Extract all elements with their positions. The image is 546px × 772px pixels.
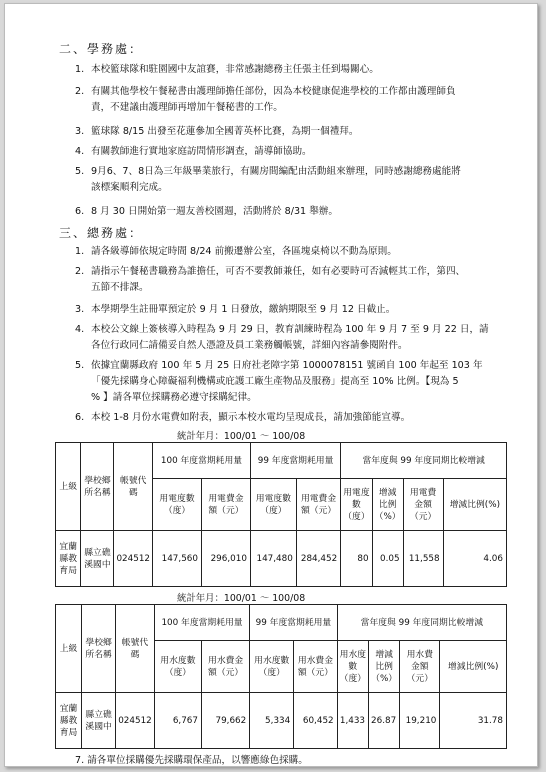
item-number: 3.: [75, 126, 85, 137]
item-text: 9月6、7、8日為三年級畢業旅行，有關房間編配由活動組來辦理，同時感謝總務處能將: [91, 166, 461, 177]
item-number: 6.: [75, 412, 85, 423]
electricity-period-caption: 統計年月：100/01 ～ 100/08: [177, 431, 306, 442]
cell-level: 宜蘭縣教育局: [56, 531, 81, 587]
item-text: 依據宜蘭縣政府 100 年 5 月 25 日府社老障字第 1000078151 號函自 100 年起至 103 年: [91, 360, 483, 371]
cell-value: 31.78: [440, 693, 507, 749]
header-comparison: 當年度與 99 年度同期比較增減: [337, 605, 506, 641]
header-col: 用水度數（度）: [154, 641, 201, 693]
header-col: 用電費金額（元）: [296, 479, 340, 531]
cell-value: 5,334: [250, 693, 294, 749]
cell-school: 縣立礁溪國中: [81, 531, 114, 587]
header-school: 學校鄉所名稱: [82, 605, 116, 693]
item-text: 8 月 30 日開始第一週友善校園週，活動將於 8/31 舉辦。: [91, 206, 338, 217]
header-school: 學校鄉所名稱: [81, 443, 114, 531]
item-number: 2.: [75, 86, 85, 97]
item-text: 有關其他學校午餐秘書由護理師擔任部份，因為本校健康促進學校的工作都由護理師負: [91, 86, 456, 97]
electricity-table: [55, 442, 507, 587]
item-text-cont: 各位行政同仁請備妥自然人憑證及員工業務觸帳號，詳細內容請參閱附件。: [91, 340, 408, 351]
item-number: 4.: [75, 146, 85, 157]
cell-value: 26.87: [369, 693, 400, 749]
cell-value: 19,210: [400, 693, 440, 749]
cell-value: 6,767: [154, 693, 201, 749]
header-col: 增減比例（%）: [372, 479, 403, 531]
cell-value: 11,558: [403, 531, 443, 587]
item-text-cont: 五節不排課。: [91, 282, 149, 293]
header-current-year: 100 年度當期耗用量: [154, 605, 249, 641]
item-text: 本校 1-8 月份水電費如附表，顯示本校水電均呈現成長，請加強節能宣導。: [91, 412, 411, 423]
item-text: 請各單位採購優先採購環保產品，以響應綠色採購。: [87, 755, 308, 766]
cell-value: 284,452: [296, 531, 340, 587]
item-text: 本學期學生註冊單預定於 9 月 1 日發放，繳納期限至 9 月 12 日截止。: [91, 304, 396, 315]
item-number: 5.: [75, 166, 85, 177]
header-col: 用水度數（度）: [250, 641, 294, 693]
header-comparison: 當年度與 99 年度同期比較增減: [341, 443, 507, 479]
item-text: 請指示午餐秘書職務為誰擔任，可否不要教師兼任，如有必要時可否減輕其工作，第四、: [91, 266, 466, 277]
item-number: 4.: [75, 324, 85, 335]
header-col: 用電費金額（元）: [403, 479, 443, 531]
header-current-year: 100 年度當期耗用量: [153, 443, 251, 479]
cell-value: 79,662: [202, 693, 250, 749]
header-code: 帳號代碼: [114, 443, 153, 531]
item-number: 3.: [75, 304, 85, 315]
water-period-caption: 統計年月：100/01 ～ 100/08: [177, 593, 306, 604]
item-text-cont: 該標案順利完成。: [91, 182, 168, 193]
header-col: 用電度數（度）: [250, 479, 296, 531]
cell-level: 宜蘭縣教育局: [56, 693, 82, 749]
cell-code: 024512: [114, 531, 153, 587]
item-text: 有關教師進行實地家庭訪問情形調查，請導師協助。: [91, 146, 312, 157]
cell-code: 024512: [116, 693, 155, 749]
item-text-cont: % 】請各單位採購務必遵守採購紀律。: [91, 392, 257, 403]
header-col: 增減比例（%）: [369, 641, 400, 693]
item-number: 7.: [75, 755, 85, 766]
cell-value: 0.05: [372, 531, 403, 587]
document-page: [4, 3, 538, 767]
item-text: 籃球隊 8/15 出發至花蓮參加全國菁英杯比賽，為期一個禮拜。: [91, 126, 359, 137]
section-title-general-affairs: 三、總務處：: [59, 226, 144, 240]
cell-value: 1,433: [337, 693, 368, 749]
item-text: 本校公文線上簽核導入時程為 9 月 29 日，教育訓練時程為 100 年 9 月 7 至 9 月 22 日，請: [91, 324, 489, 335]
item-text-cont: 「優先採購身心障礙福利機構或庇護工廠生產物品及服務」提高至 10% 比例。【現為 5: [91, 376, 459, 387]
cell-value: 296,010: [202, 531, 251, 587]
list-item: [75, 752, 308, 766]
cell-value: 80: [341, 531, 372, 587]
header-previous-year: 99 年度當期耗用量: [250, 443, 340, 479]
item-number: 6.: [75, 206, 85, 217]
cell-value: 60,452: [294, 693, 337, 749]
item-number: 1.: [75, 246, 85, 257]
item-number: 5.: [75, 360, 85, 371]
header-col: 增減比例(%): [440, 641, 507, 693]
item-text: 本校籃球隊和駐園國中友誼賽，非常感謝總務主任張主任到場關心。: [91, 64, 379, 75]
water-table: [55, 604, 507, 749]
table-row: [56, 531, 507, 587]
header-col: 用水度數（度）: [337, 641, 368, 693]
item-number: 1.: [75, 64, 85, 75]
header-col: 用電度數（度）: [341, 479, 372, 531]
header-code: 帳號代碼: [116, 605, 155, 693]
header-col: 用水費金額（元）: [294, 641, 337, 693]
header-previous-year: 99 年度當期耗用量: [250, 605, 337, 641]
header-col: 用水費金額（元）: [400, 641, 440, 693]
cell-school: 縣立礁溪國中: [82, 693, 116, 749]
item-text: 請各級導師依規定時間 8/24 前搬遷辦公室，各區塊桌椅以不動為原則。: [91, 246, 397, 257]
header-col: 用電度數（度）: [153, 479, 202, 531]
header-level: 上級: [56, 605, 82, 693]
item-text-cont: 責，不建議由護理師再增加午餐秘書的工作。: [91, 102, 283, 113]
header-col: 用水費金額（元）: [202, 641, 250, 693]
section-title-student-affairs: 二、學務處：: [59, 42, 144, 56]
header-level: 上級: [56, 443, 81, 531]
cell-value: 147,560: [153, 531, 202, 587]
item-number: 2.: [75, 266, 85, 277]
table-row: [56, 693, 507, 749]
header-col: 增減比例(%): [443, 479, 506, 531]
header-col: 用電費金額（元）: [202, 479, 251, 531]
cell-value: 147,480: [250, 531, 296, 587]
cell-value: 4.06: [443, 531, 506, 587]
